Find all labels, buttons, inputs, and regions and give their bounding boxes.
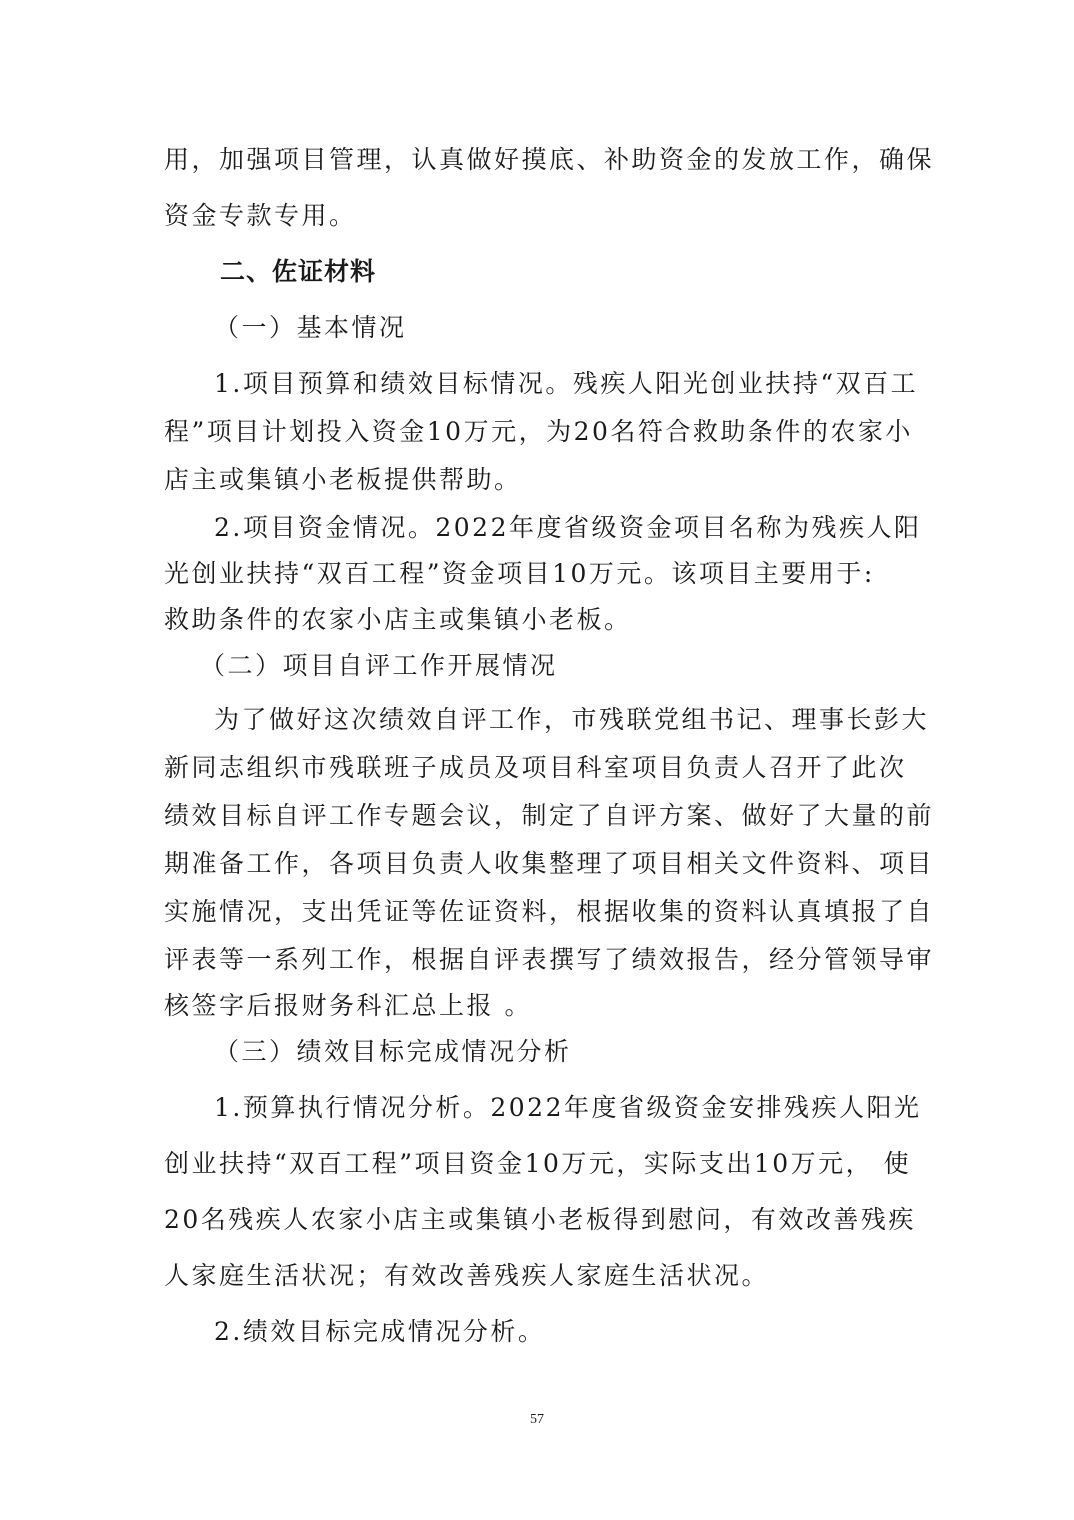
body-text-line: 为了做好这次绩效自评工作，市残联党组书记、理事长彭大 xyxy=(214,705,930,734)
body-text-line: 光创业扶持“双百工程”资金项目10万元。该项目主要用于: xyxy=(164,559,875,588)
subsection-heading: （二）项目自评工作开展情况 xyxy=(200,651,558,680)
body-text-line: 救助条件的农家小店主或集镇小老板。 xyxy=(164,605,632,634)
body-text-line: 评表等一系列工作，根据自评表撰写了绩效报告，经分管领导审 xyxy=(164,945,935,974)
subsection-heading: （一）基本情况 xyxy=(214,313,407,342)
page-number: 57 xyxy=(530,1412,544,1427)
body-text-line: 实施情况，支出凭证等佐证资料，根据收集的资料认真填报了自 xyxy=(164,897,935,926)
body-text-line: 新同志组织市残联班子成员及项目科室项目负责人召开了此次 xyxy=(164,753,907,782)
body-text-line: 2.项目资金情况。2022年度省级资金项目名称为残疾人阳 xyxy=(214,513,922,542)
body-text-line: 1.预算执行情况分析。2022年度省级资金安排残疾人阳光 xyxy=(214,1093,922,1122)
body-text-line: 2.绩效目标完成情况分析。 xyxy=(214,1317,546,1346)
body-text-line: 期准备工作，各项目负责人收集整理了项目相关文件资料、项目 xyxy=(164,849,935,878)
body-text-line: 核签字后报财务科汇总上报 。 xyxy=(164,991,532,1020)
subsection-heading: （三）绩效目标完成情况分析 xyxy=(214,1037,572,1066)
body-text-line: 1.项目预算和绩效目标情况。残疾人阳光创业扶持“双百工 xyxy=(214,369,919,398)
body-text-line: 人家庭生活状况；有效改善残疾人家庭生活状况。 xyxy=(164,1261,770,1290)
body-text-line: 绩效目标自评工作专题会议，制定了自评方案、做好了大量的前 xyxy=(164,801,935,830)
body-text-line: 创业扶持“双百工程”项目资金10万元，实际支出10万元， 使 xyxy=(164,1149,912,1178)
section-heading: 二、佐证材料 xyxy=(220,257,377,286)
body-text-line: 程”项目计划投入资金10万元，为20名符合救助条件的农家小 xyxy=(164,417,913,446)
body-text-line: 资金专款专用。 xyxy=(164,201,357,230)
body-text-line: 用，加强项目管理，认真做好摸底、补助资金的发放工作，确保 xyxy=(164,145,935,174)
body-text-line: 20名残疾人农家小店主或集镇小老板得到慰问，有效改善残疾 xyxy=(164,1205,916,1234)
body-text-line: 店主或集镇小老板提供帮助。 xyxy=(164,465,522,494)
